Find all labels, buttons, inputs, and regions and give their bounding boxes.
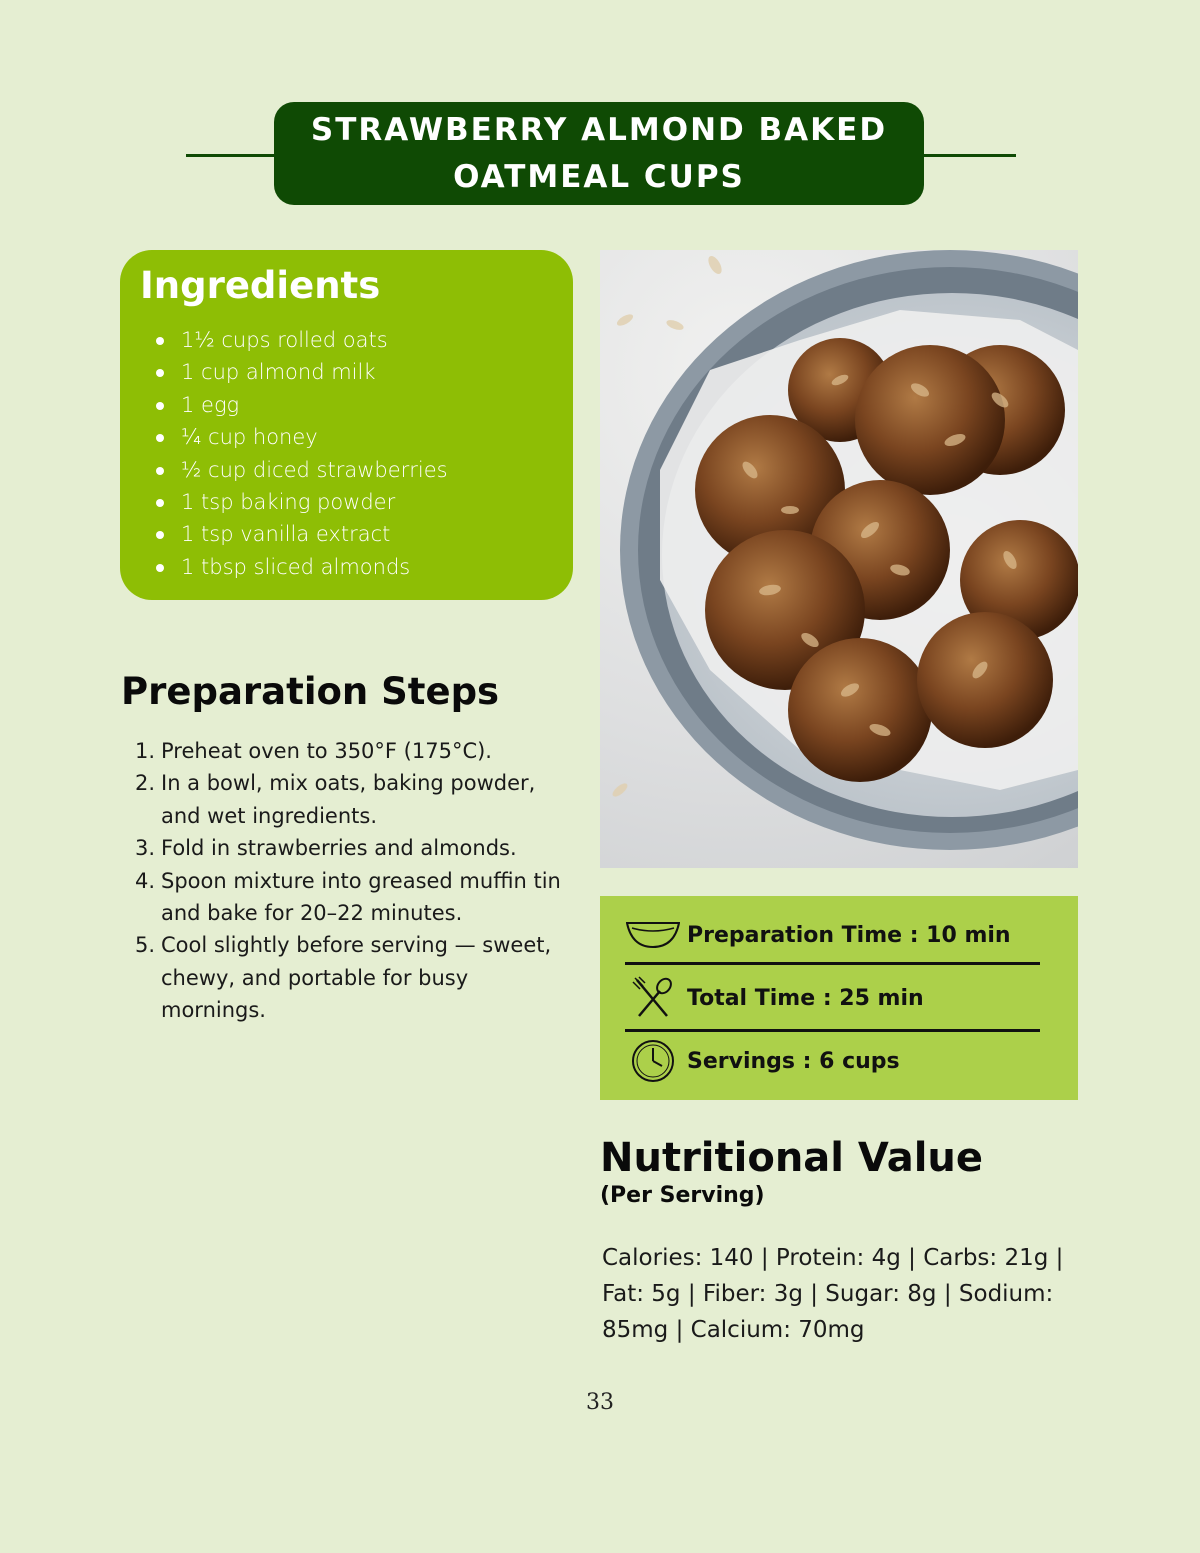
clock-icon	[625, 1038, 681, 1084]
ingredient-item: 1 egg	[156, 389, 553, 421]
step-number: 5.	[135, 933, 156, 958]
step-item	[135, 929, 575, 1026]
step-number: 4.	[135, 868, 156, 893]
title-rule-left	[186, 154, 278, 157]
total-time-row	[625, 967, 1040, 1029]
step-number: 2.	[135, 771, 156, 796]
ingredient-item: 1½ cups rolled oats	[156, 324, 553, 356]
recipe-title-line2: OATMEAL CUPS	[453, 158, 745, 195]
page-number: 33	[586, 1390, 614, 1415]
ingredient-item: ¼ cup honey	[156, 421, 553, 453]
nutrition-values: Calories: 140 | Protein: 4g | Carbs: 21g | Fat: 5g | Fiber: 3g | Sugar: 8g | Sodium: 85mg | Calcium: 70mg	[602, 1245, 1064, 1343]
preparation-heading: Preparation Steps	[121, 670, 500, 713]
recipe-info-box	[600, 896, 1078, 1100]
total-time-label: Total Time : 25 min	[687, 985, 924, 1011]
prep-time-label: Preparation Time : 10 min	[687, 922, 1011, 948]
step-item	[135, 767, 575, 832]
utensils-icon	[625, 975, 681, 1021]
nutrition-subheading: (Per Serving)	[600, 1183, 765, 1208]
bowl-of-oat-balls-illustration	[600, 250, 1078, 868]
step-text: Cool slightly before serving — sweet, chewy, and portable for busy mornings.	[161, 933, 552, 1023]
ingredient-item: 1 tsp baking powder	[156, 486, 553, 518]
recipe-title	[299, 107, 899, 201]
title-rule-right	[922, 154, 1016, 157]
step-item	[135, 865, 575, 930]
step-text: Preheat oven to 350°F (175°C).	[161, 739, 492, 763]
ingredient-item: 1 cup almond milk	[156, 356, 553, 388]
bowl-icon	[625, 912, 681, 958]
oatmeal-cups-photo	[600, 250, 1078, 868]
step-number: 1.	[135, 739, 156, 763]
nutrition-heading: Nutritional Value	[600, 1135, 984, 1181]
info-divider	[625, 962, 1040, 965]
ingredient-item: 1 tsp vanilla extract	[156, 518, 553, 550]
servings-row	[625, 1030, 1040, 1092]
ingredients-panel	[120, 250, 573, 600]
step-item	[135, 832, 575, 864]
preparation-steps-list	[135, 735, 575, 1027]
ingredient-item: ½ cup diced strawberries	[156, 454, 553, 486]
step-text: Spoon mixture into greased muffin tin and bake for 20–22 minutes.	[161, 868, 561, 926]
ingredient-item: 1 tbsp sliced almonds	[156, 551, 553, 583]
servings-label: Servings : 6 cups	[687, 1048, 900, 1074]
ingredients-list	[140, 324, 553, 583]
step-item	[135, 735, 575, 767]
step-number: 3.	[135, 836, 156, 861]
ingredients-heading: Ingredients	[140, 264, 381, 307]
step-text: Fold in strawberries and almonds.	[161, 836, 517, 861]
step-text: In a bowl, mix oats, baking powder, and wet ingredients.	[161, 771, 536, 828]
recipe-title-line1: STRAWBERRY ALMOND BAKED	[310, 111, 888, 148]
recipe-title-banner	[274, 102, 924, 205]
prep-time-row	[625, 904, 1040, 966]
